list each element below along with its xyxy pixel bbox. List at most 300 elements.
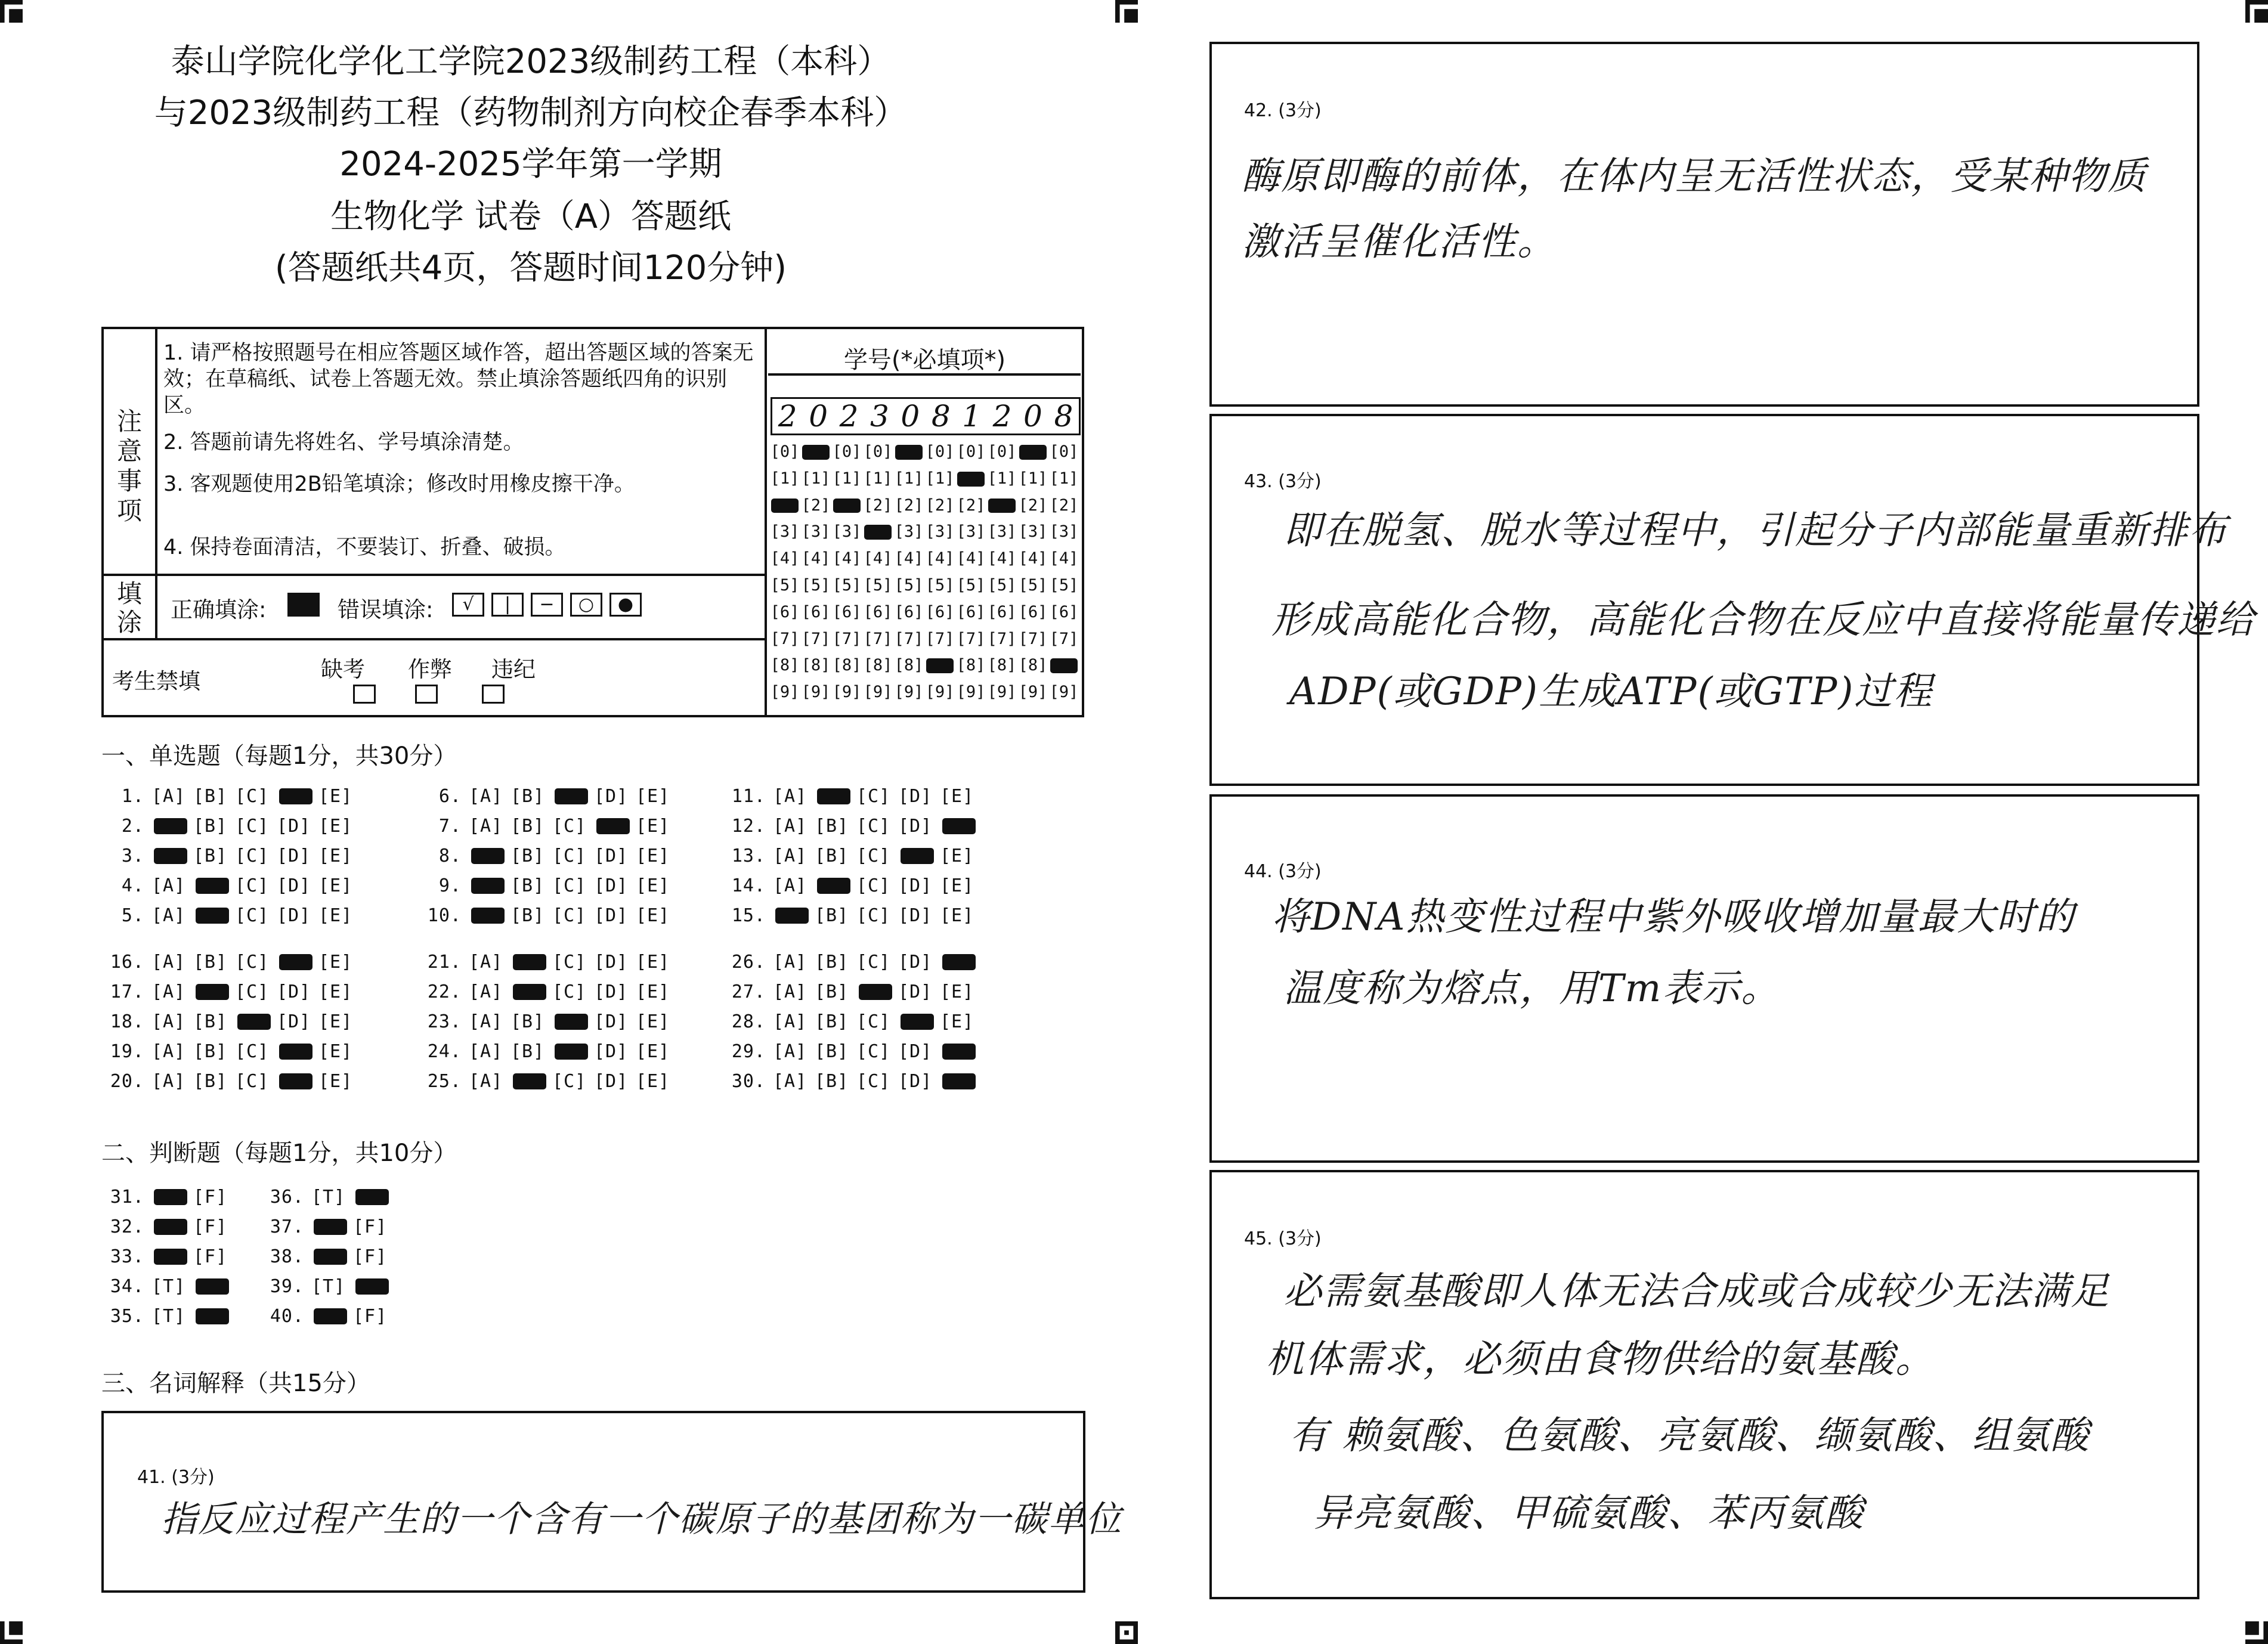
answer-bubble[interactable]: [C] [235,786,270,807]
student-id-bubble[interactable] [924,652,955,679]
answer-bubble[interactable]: [A] [469,952,503,973]
answer-bubble[interactable]: [E] [636,816,670,837]
student-id-bubble[interactable]: [4] [1018,549,1048,568]
answer-bubble[interactable] [510,982,552,1002]
answer-bubble[interactable] [940,816,982,837]
student-id-bubble[interactable]: [9] [925,683,955,702]
answer-bubble[interactable] [277,786,318,807]
student-id-bubble[interactable]: [7] [1018,629,1048,648]
student-id-bubble[interactable]: [6] [987,602,1017,621]
answer-bubble[interactable]: [D] [277,816,311,837]
answer-bubble[interactable]: [D] [898,982,933,1002]
answer-bubble[interactable]: [E] [636,952,670,973]
answer-bubble[interactable]: [B] [510,905,545,926]
answer-bubble[interactable]: [E] [318,816,353,837]
answer-bubble[interactable]: [C] [235,816,270,837]
student-id-bubble[interactable]: [2] [801,496,831,515]
question-number: 12. [731,816,766,837]
student-id-bubble[interactable]: [3] [956,522,986,541]
student-id-bubble[interactable]: [2] [863,496,893,515]
student-id-bubble[interactable]: [4] [1049,549,1079,568]
student-id-digit: 3 [870,399,889,434]
answer-bubble[interactable] [193,905,235,926]
student-id-bubble[interactable]: [1] [832,469,862,488]
answer-bubble[interactable] [469,846,510,866]
answer-bubble[interactable]: [A] [151,1071,186,1092]
student-id-bubble[interactable]: [5] [956,575,986,595]
answer-bubble[interactable] [856,982,898,1002]
answer-bubble[interactable]: [C] [552,816,587,837]
answer-bubble[interactable]: [A] [151,905,186,926]
student-id-bubble[interactable]: [6] [863,602,893,621]
student-id-bubble[interactable]: [6] [770,602,800,621]
answer-bubble[interactable] [815,875,856,896]
answer-bubble[interactable]: [D] [594,905,629,926]
student-id-bubble[interactable]: [8] [987,656,1017,675]
answer-bubble[interactable]: [B] [815,905,849,926]
answer-box-q45[interactable] [1209,1170,2199,1599]
answer-bubble[interactable]: [E] [940,786,974,807]
student-id-bubble[interactable]: [6] [1018,602,1048,621]
answer-bubble[interactable]: [F] [193,1187,228,1208]
answer-bubble[interactable]: [A] [151,1041,186,1062]
answer-bubble[interactable] [510,1071,552,1092]
student-id-bubble[interactable] [1017,439,1048,466]
student-id-bubble[interactable]: [0] [863,442,893,461]
student-id-bubble[interactable]: [7] [770,629,800,648]
answer-bubble[interactable]: [E] [636,875,670,896]
answer-bubble[interactable]: [D] [594,786,629,807]
answer-bubble[interactable]: [E] [636,905,670,926]
answer-bubble[interactable] [277,1071,318,1092]
answer-bubble[interactable]: [E] [636,786,670,807]
student-id-bubble[interactable]: [5] [1018,575,1048,595]
answer-bubble[interactable] [469,875,510,896]
answer-bubble[interactable]: [B] [815,952,849,973]
student-id-bubble[interactable]: [5] [987,575,1017,595]
answer-bubble[interactable]: [A] [469,1011,503,1032]
student-id-bubble[interactable]: [1] [863,469,893,488]
student-id-bubble[interactable]: [4] [925,549,955,568]
answer-bubble[interactable]: [C] [235,982,270,1002]
answer-bubble[interactable] [151,816,193,837]
student-id-bubble[interactable]: [8] [1018,656,1048,675]
flag-absent-checkbox[interactable] [353,685,376,704]
student-id-bubble[interactable]: [9] [1049,683,1079,702]
corner-marker-top-right [2245,0,2268,23]
answer-bubble[interactable] [193,982,235,1002]
student-id-bubble[interactable]: [1] [801,469,831,488]
answer-bubble[interactable]: [C] [552,905,587,926]
student-id-bubble[interactable]: [3] [770,522,800,541]
answer-bubble[interactable] [235,1011,277,1032]
student-id-bubble[interactable]: [4] [987,549,1017,568]
question-number: 6. [438,786,462,807]
answer-bubble[interactable]: [F] [353,1246,388,1267]
student-id-bubble[interactable] [769,493,800,519]
student-id-bubble[interactable]: [8] [956,656,986,675]
answer-bubble[interactable]: [B] [510,846,545,866]
mc-question-row [427,1011,677,1032]
student-id-bubble[interactable]: [2] [925,496,955,515]
answer-bubble[interactable]: [B] [193,816,228,837]
student-id-bubble[interactable] [955,466,986,493]
student-id-bubble[interactable]: [5] [770,575,800,595]
answer-bubble[interactable]: [D] [594,982,629,1002]
answer-bubble[interactable]: [T] [311,1276,346,1297]
answer-bubble[interactable]: [E] [636,982,670,1002]
answer-bubble[interactable]: [E] [318,846,353,866]
student-id-bubble[interactable]: [9] [987,683,1017,702]
answer-bubble[interactable]: [E] [940,1011,974,1032]
answer-box-q44[interactable] [1209,794,2199,1163]
answer-bubble[interactable]: [A] [773,1011,807,1032]
student-id-bubble[interactable]: [5] [925,575,955,595]
answer-box-q42[interactable] [1209,42,2199,407]
answer-bubble[interactable] [552,1041,594,1062]
answer-bubble[interactable]: [B] [815,1071,849,1092]
answer-bubble[interactable] [353,1187,395,1208]
flag-violation-label: 违纪 [491,657,536,682]
student-id-bubble[interactable]: [8] [832,656,862,675]
answer-bubble[interactable] [510,952,552,973]
student-id-bubble[interactable]: [4] [832,549,862,568]
answer-bubble[interactable]: [A] [151,952,186,973]
student-id-bubble[interactable]: [8] [863,656,893,675]
student-id-bubble[interactable]: [9] [1018,683,1048,702]
answer-bubble[interactable]: [E] [318,1071,353,1092]
answer-bubble[interactable]: [D] [898,875,933,896]
answer-bubble[interactable]: [A] [151,1011,186,1032]
student-id-bubble[interactable]: [5] [801,575,831,595]
answer-bubble[interactable]: [A] [773,952,807,973]
student-id-digit: 0 [1023,399,1042,434]
student-id-bubble[interactable]: [4] [801,549,831,568]
answer-bubble[interactable]: [C] [552,1071,587,1092]
student-id-bubble[interactable]: [7] [832,629,862,648]
answer-bubble[interactable]: [E] [318,1011,353,1032]
answer-bubble[interactable]: [B] [193,1011,228,1032]
answer-bubble[interactable]: [C] [552,875,587,896]
student-id-bubble[interactable]: [7] [956,629,986,648]
answer-bubble[interactable]: [B] [815,1041,849,1062]
answer-bubble[interactable]: [D] [898,1041,933,1062]
answer-bubble[interactable] [151,1246,193,1267]
answer-bubble[interactable]: [E] [318,1041,353,1062]
student-id-bubble[interactable] [800,439,831,466]
student-id-bubble[interactable]: [6] [925,602,955,621]
student-id-bubble[interactable] [986,493,1017,519]
answer-bubble[interactable] [151,1187,193,1208]
answer-bubble[interactable] [151,1216,193,1237]
student-id-bubble[interactable]: [0] [925,442,955,461]
student-id-bubble[interactable] [893,439,924,466]
answer-bubble[interactable]: [E] [636,846,670,866]
answer-bubble[interactable]: [D] [898,816,933,837]
answer-bubble[interactable]: [D] [898,786,933,807]
answer-bubble[interactable]: [D] [277,905,311,926]
answer-bubble[interactable]: [B] [193,786,228,807]
answer-bubble[interactable]: [D] [594,952,629,973]
answer-box-q43[interactable] [1209,414,2255,786]
answer-bubble[interactable]: [C] [552,846,587,866]
student-id-bubble[interactable] [862,519,893,546]
answer-bubble[interactable]: [C] [856,1071,891,1092]
answer-bubble[interactable]: [F] [353,1306,388,1327]
answer-bubble[interactable] [594,816,636,837]
answer-bubble[interactable]: [D] [594,875,629,896]
answer-bubble[interactable]: [F] [353,1216,388,1237]
answer-bubble[interactable] [277,952,318,973]
answer-bubble[interactable]: [D] [594,1071,629,1092]
section2-title: 二、判断题（每题1分，共10分） [101,1140,457,1167]
answer-bubble[interactable]: [E] [318,982,353,1002]
student-id-column [769,439,800,706]
question-number: 32. [110,1216,144,1237]
answer-bubble[interactable]: [C] [552,982,587,1002]
student-id-bubble[interactable]: [0] [770,442,800,461]
answer-bubble[interactable]: [D] [277,875,311,896]
student-id-bubble[interactable]: [7] [801,629,831,648]
student-id-bubble[interactable]: [7] [863,629,893,648]
answer-bubble[interactable]: [A] [773,846,807,866]
student-id-bubble[interactable]: [9] [770,683,800,702]
answer-bubble[interactable]: [A] [469,816,503,837]
answer-bubble[interactable]: [B] [815,846,849,866]
student-id-bubble[interactable]: [9] [832,683,862,702]
answer-bubble[interactable] [193,875,235,896]
student-id-bubble[interactable]: [1] [1049,469,1079,488]
answer-box-q41[interactable] [101,1411,1122,1593]
student-id-bubble[interactable]: [6] [832,602,862,621]
answer-bubble[interactable]: [A] [773,875,807,896]
student-id-bubble[interactable]: [6] [894,602,924,621]
student-id-bubble[interactable]: [0] [956,442,986,461]
answer-bubble[interactable]: [F] [193,1216,228,1237]
answer-bubble[interactable]: [A] [773,816,807,837]
answer-bubble[interactable]: [B] [815,816,849,837]
answer-bubble[interactable] [193,1276,235,1297]
answer-bubble[interactable]: [E] [940,846,974,866]
answer-bubble[interactable]: [B] [193,1041,228,1062]
student-id-bubble[interactable]: [3] [1018,522,1048,541]
notice-panel [101,327,1084,717]
answer-bubble[interactable]: [E] [636,1011,670,1032]
answer-bubble[interactable]: [C] [856,952,891,973]
student-id-bubble[interactable]: [7] [925,629,955,648]
answer-bubble[interactable]: [B] [510,816,545,837]
student-id-bubble[interactable]: [6] [956,602,986,621]
student-id-bubble[interactable]: [0] [832,442,862,461]
answer-bubble[interactable]: [A] [469,1041,503,1062]
handwritten-answer-line: 必需氨基酸即人体无法合成或合成较少无法满足 [1283,1270,2110,1314]
answer-bubble[interactable]: [C] [235,1071,270,1092]
answer-bubble[interactable]: [E] [318,875,353,896]
answer-bubble[interactable]: [A] [151,982,186,1002]
student-id-bubble[interactable] [1048,652,1079,679]
answer-bubble[interactable]: [C] [856,816,891,837]
student-id-bubble[interactable]: [2] [1018,496,1048,515]
answer-bubble[interactable]: [B] [510,1041,545,1062]
answer-bubble[interactable]: [C] [856,905,891,926]
answer-bubble[interactable] [277,1041,318,1062]
answer-bubble[interactable]: [A] [773,982,807,1002]
student-id-bubble[interactable]: [6] [801,602,831,621]
answer-bubble[interactable]: [B] [815,1011,849,1032]
flag-cheating-checkbox[interactable] [415,685,438,704]
answer-bubble[interactable]: [D] [277,1011,311,1032]
student-id-bubble[interactable]: [3] [832,522,862,541]
student-id-bubble[interactable]: [4] [863,549,893,568]
answer-bubble[interactable]: [D] [594,1011,629,1032]
answer-bubble[interactable]: [T] [311,1187,346,1208]
answer-bubble[interactable]: [A] [469,982,503,1002]
answer-bubble[interactable]: [D] [898,1071,933,1092]
candidate-restricted-label: 考生禁填 [112,668,200,694]
student-id-bubble[interactable]: [9] [801,683,831,702]
answer-bubble[interactable]: [T] [151,1306,186,1327]
answer-bubble[interactable] [552,1011,594,1032]
answer-bubble[interactable] [311,1216,353,1237]
answer-bubble[interactable]: [C] [856,875,891,896]
answer-bubble[interactable]: [E] [636,1041,670,1062]
student-id-bubble[interactable]: [0] [987,442,1017,461]
student-id-bubble[interactable]: [4] [894,549,924,568]
answer-bubble[interactable] [898,846,940,866]
answer-bubble[interactable]: [E] [318,952,353,973]
student-id-bubble[interactable]: [1] [894,469,924,488]
student-id-bubble[interactable]: [3] [1049,522,1079,541]
answer-bubble[interactable]: [T] [151,1276,186,1297]
student-id-bubble[interactable]: [4] [770,549,800,568]
student-id-bubble[interactable]: [8] [894,656,924,675]
answer-bubble[interactable]: [D] [277,846,311,866]
student-id-bubble[interactable]: [1] [770,469,800,488]
student-id-bubble[interactable]: [9] [894,683,924,702]
answer-bubble[interactable] [815,786,856,807]
student-id-bubble[interactable]: [5] [1049,575,1079,595]
student-id-bubble[interactable]: [9] [956,683,986,702]
answer-bubble[interactable]: [E] [318,905,353,926]
answer-bubble[interactable] [898,1011,940,1032]
answer-bubble[interactable]: [C] [856,846,891,866]
answer-bubble[interactable] [773,905,815,926]
answer-bubble[interactable] [311,1246,353,1267]
answer-bubble[interactable]: [B] [193,952,228,973]
question-number: 20. [110,1071,144,1092]
answer-bubble[interactable] [469,905,510,926]
student-id-bubble[interactable] [831,493,862,519]
answer-bubble[interactable]: [D] [594,846,629,866]
notice-rule-1: 1. 请严格按照题号在相应答题区域作答，超出答题区域的答案无效；在草稿纸、试卷上答题无效。禁止填涂答题纸四角的识别区。 [163,341,754,417]
student-id-bubble[interactable]: [5] [863,575,893,595]
answer-bubble[interactable] [940,952,982,973]
answer-bubble[interactable]: [C] [856,1041,891,1062]
question-number: 13. [731,846,766,866]
tf-question-row [270,1187,395,1208]
answer-bubble[interactable]: [B] [193,846,228,866]
student-id-bubble[interactable]: [3] [894,522,924,541]
answer-bubble[interactable] [353,1276,395,1297]
answer-bubble[interactable]: [B] [510,875,545,896]
answer-bubble[interactable] [311,1306,353,1327]
answer-bubble[interactable]: [A] [469,786,503,807]
answer-bubble[interactable]: [E] [940,982,974,1002]
answer-bubble[interactable]: [B] [510,786,545,807]
handwritten-answer-line: 激活呈催化活性。 [1242,220,1557,264]
answer-bubble[interactable]: [A] [151,875,186,896]
answer-bubble[interactable]: [A] [773,786,807,807]
answer-bubble[interactable]: [B] [815,982,849,1002]
answer-bubble[interactable]: [D] [898,952,933,973]
student-id-bubble[interactable]: [7] [987,629,1017,648]
answer-bubble[interactable]: [B] [193,1071,228,1092]
student-id-bubble[interactable]: [1] [987,469,1017,488]
answer-bubble[interactable]: [E] [318,786,353,807]
flag-violation-checkbox[interactable] [482,685,505,704]
student-id-bubble[interactable]: [5] [894,575,924,595]
student-id-bubble[interactable]: [2] [956,496,986,515]
student-id-bubble[interactable]: [1] [925,469,955,488]
answer-bubble[interactable] [940,1071,982,1092]
answer-bubble[interactable]: [E] [940,875,974,896]
answer-bubble[interactable]: [C] [235,952,270,973]
tf-question-row [270,1216,395,1237]
student-id-bubble[interactable]: [2] [1049,496,1079,515]
answer-bubble[interactable] [940,1041,982,1062]
student-id-bubble[interactable]: [3] [801,522,831,541]
answer-bubble[interactable]: [A] [151,786,186,807]
answer-bubble[interactable]: [C] [552,952,587,973]
student-id-bubble[interactable]: [5] [832,575,862,595]
answer-bubble[interactable]: [E] [940,905,974,926]
answer-bubble[interactable]: [C] [235,875,270,896]
answer-bubble[interactable]: [B] [510,1011,545,1032]
student-id-bubble[interactable]: [8] [801,656,831,675]
student-id-bubble[interactable]: [3] [987,522,1017,541]
student-id-bubble[interactable]: [7] [1049,629,1079,648]
answer-bubble[interactable]: [D] [594,1041,629,1062]
question-number: 7. [438,816,462,837]
student-id-bubble[interactable]: [2] [894,496,924,515]
student-id-bubble[interactable]: [6] [1049,602,1079,621]
answer-bubble[interactable]: [F] [193,1246,228,1267]
student-id-bubble[interactable]: [8] [770,656,800,675]
answer-bubble[interactable]: [C] [856,786,891,807]
student-id-bubble[interactable]: [0] [1049,442,1079,461]
student-id-bubble[interactable]: [1] [1018,469,1048,488]
answer-bubble[interactable]: [D] [277,982,311,1002]
answer-bubble[interactable]: [C] [235,1041,270,1062]
answer-bubble[interactable]: [D] [898,905,933,926]
student-id-bubble[interactable]: [9] [863,683,893,702]
answer-bubble[interactable]: [A] [469,1071,503,1092]
student-id-bubble[interactable]: [3] [925,522,955,541]
answer-bubble[interactable]: [C] [856,1011,891,1032]
question-number: 1. [121,786,144,807]
student-id-column [831,439,862,706]
student-id-bubble[interactable]: [7] [894,629,924,648]
answer-bubble[interactable]: [A] [773,1041,807,1062]
answer-bubble[interactable] [151,846,193,866]
answer-bubble[interactable]: [C] [235,905,270,926]
answer-bubble[interactable]: [A] [773,1071,807,1092]
answer-bubble[interactable]: [E] [636,1071,670,1092]
answer-bubble[interactable] [552,786,594,807]
student-id-bubble[interactable]: [4] [956,549,986,568]
answer-bubble[interactable]: [C] [235,846,270,866]
answer-bubble[interactable] [193,1306,235,1327]
